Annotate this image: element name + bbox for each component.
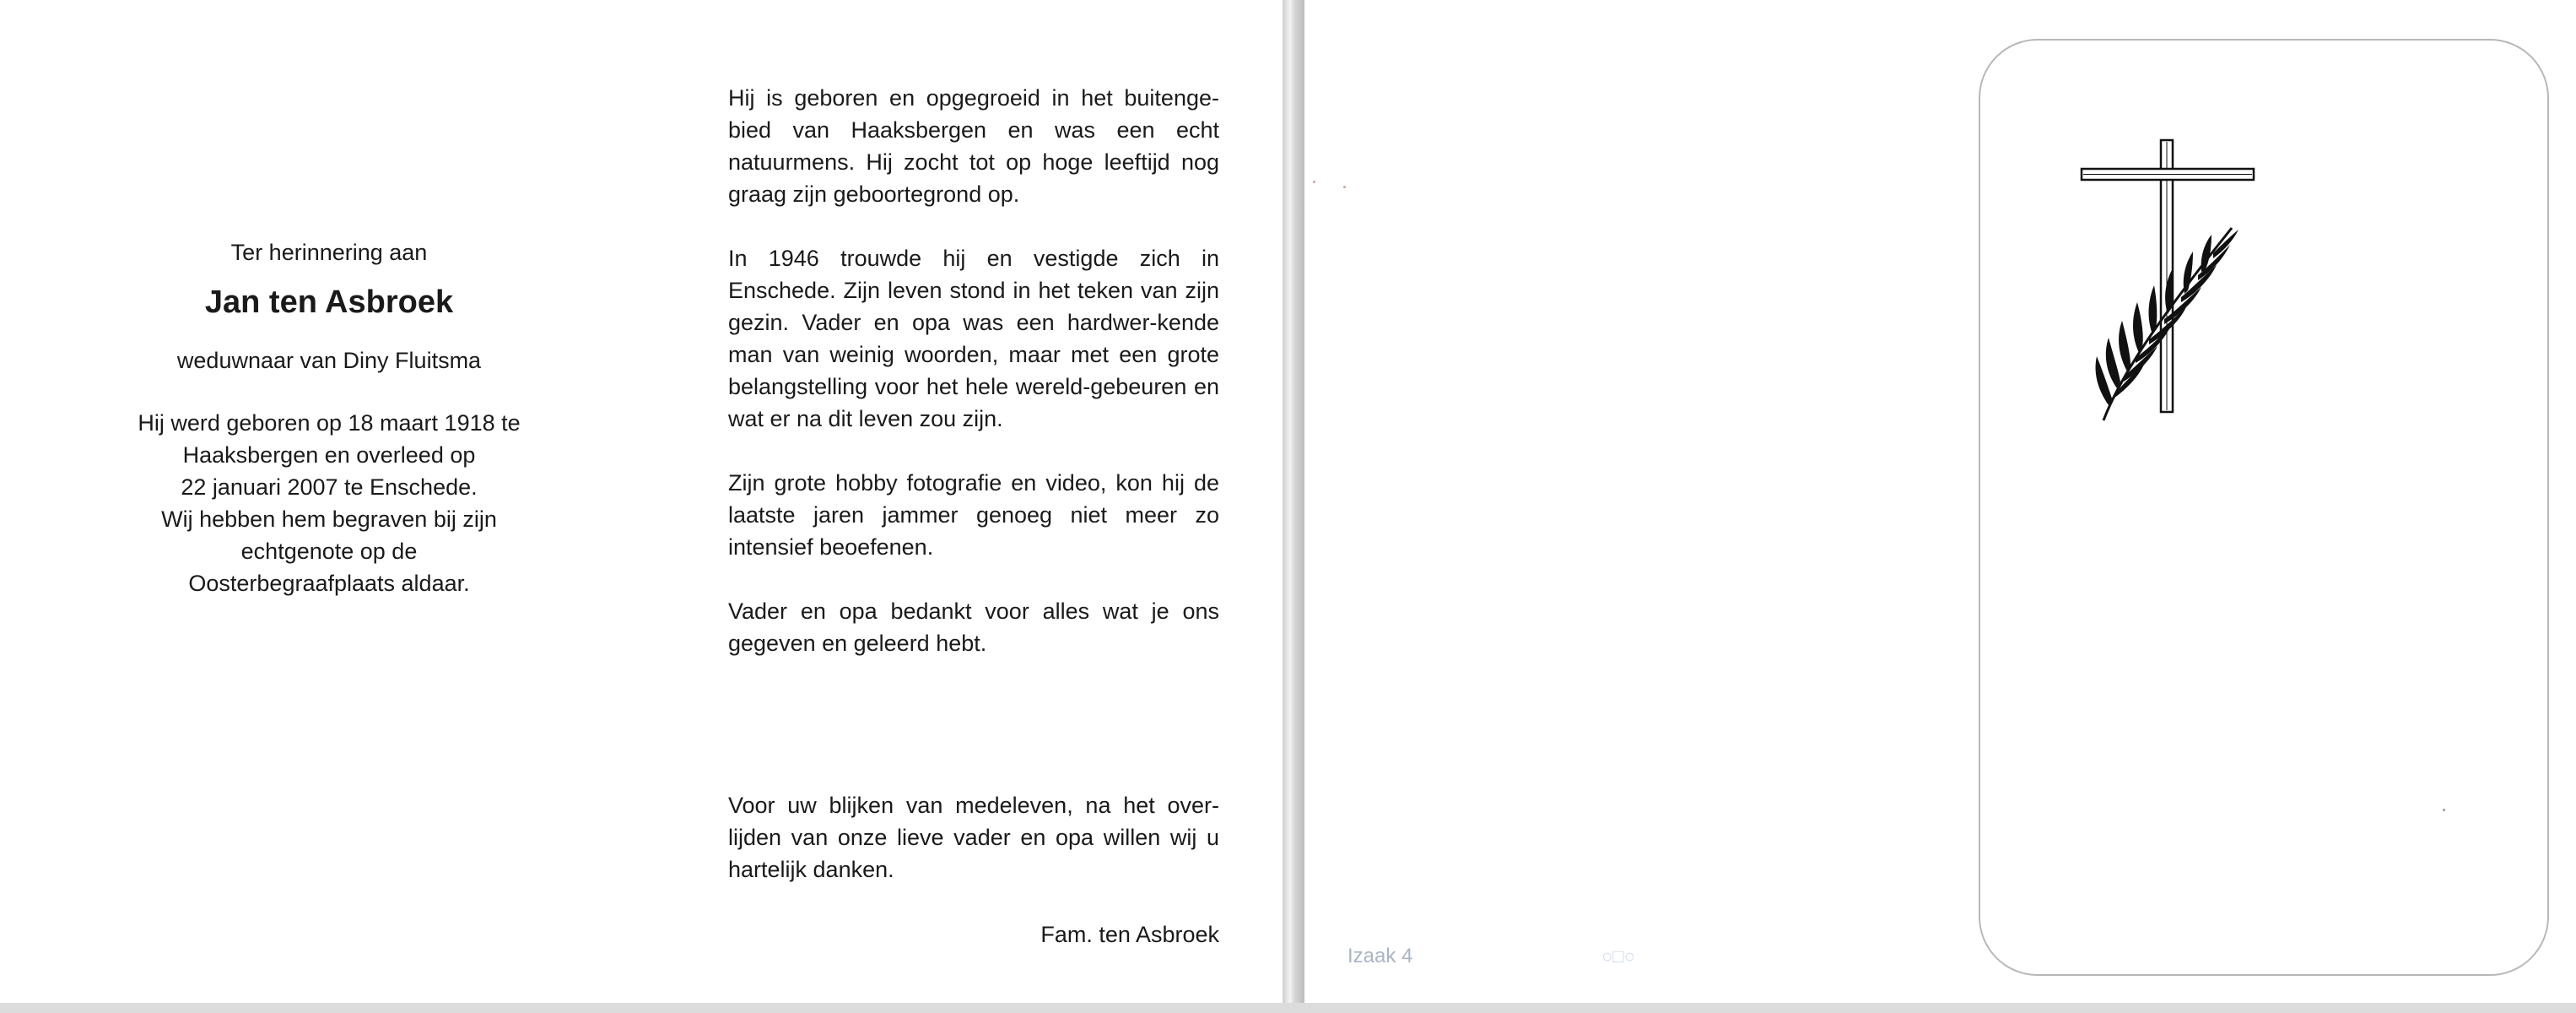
scan-speck [1313,181,1315,183]
memorial-intro: Ter herinnering aan [230,240,428,265]
life-story-paragraph: Hij is geboren en opgegroeid in het buitenge-bied van Haaksbergen en was een echt natuurmens. Hij zocht tot op hoge leeftijd nog graag zijn geboortegrond op. [728,85,1219,207]
print-code-label: Izaak 4 [1347,945,1413,967]
cross-with-palm-branch-icon [2071,135,2274,431]
card-fold [1283,0,1304,1013]
scan-speck [2443,809,2445,811]
life-story-paragraph: Vader en opa bedankt voor alles wat je ons gegeven en geleerd hebt. [728,599,1219,656]
biography-line: Hij werd geboren op 18 maart 1918 te [138,410,521,436]
biography-line: 22 januari 2007 te Enschede. [181,474,478,500]
life-story-paragraph: In 1946 trouwde hij en vestigde zich in Enschede. Zijn leven stond in het teken van zijn gezin. Vader en opa was een hardwer-kende man van weinig woorden, maar met een grote belangstelling voor het hele wereld-gebeuren en wat er na dit leven zou zijn. [728,246,1219,431]
faint-stamp-mark: ○□○ [1601,945,1635,967]
scan-speck [1343,186,1346,188]
life-story-paragraph: Zijn grote hobby fotografie en video, kon hij de laatste jaren jammer genoeg niet meer zo intensief beoefenen. [728,470,1219,560]
life-story-column [728,82,1219,691]
scan-background [0,1003,2576,1013]
biography-line: Oosterbegraafplaats aldaar. [188,571,470,596]
family-signature: Fam. ten Asbroek [1040,922,1219,947]
biography-line: Wij hebben hem begraven bij zijn [161,506,497,532]
memorial-column [93,236,565,599]
widower-line: weduwnaar van Diny Fluitsma [176,348,482,373]
biography-block [93,407,565,599]
deceased-name: Jan ten Asbroek [204,284,454,320]
biography-line: Haaksbergen en overleed op [182,442,476,468]
thank-you-paragraph: Voor uw blijken van medeleven, na het over-lijden van onze lieve vader en opa willen wij u hartelijk danken. [728,793,1219,882]
biography-line: echtgenote op de [240,539,418,564]
